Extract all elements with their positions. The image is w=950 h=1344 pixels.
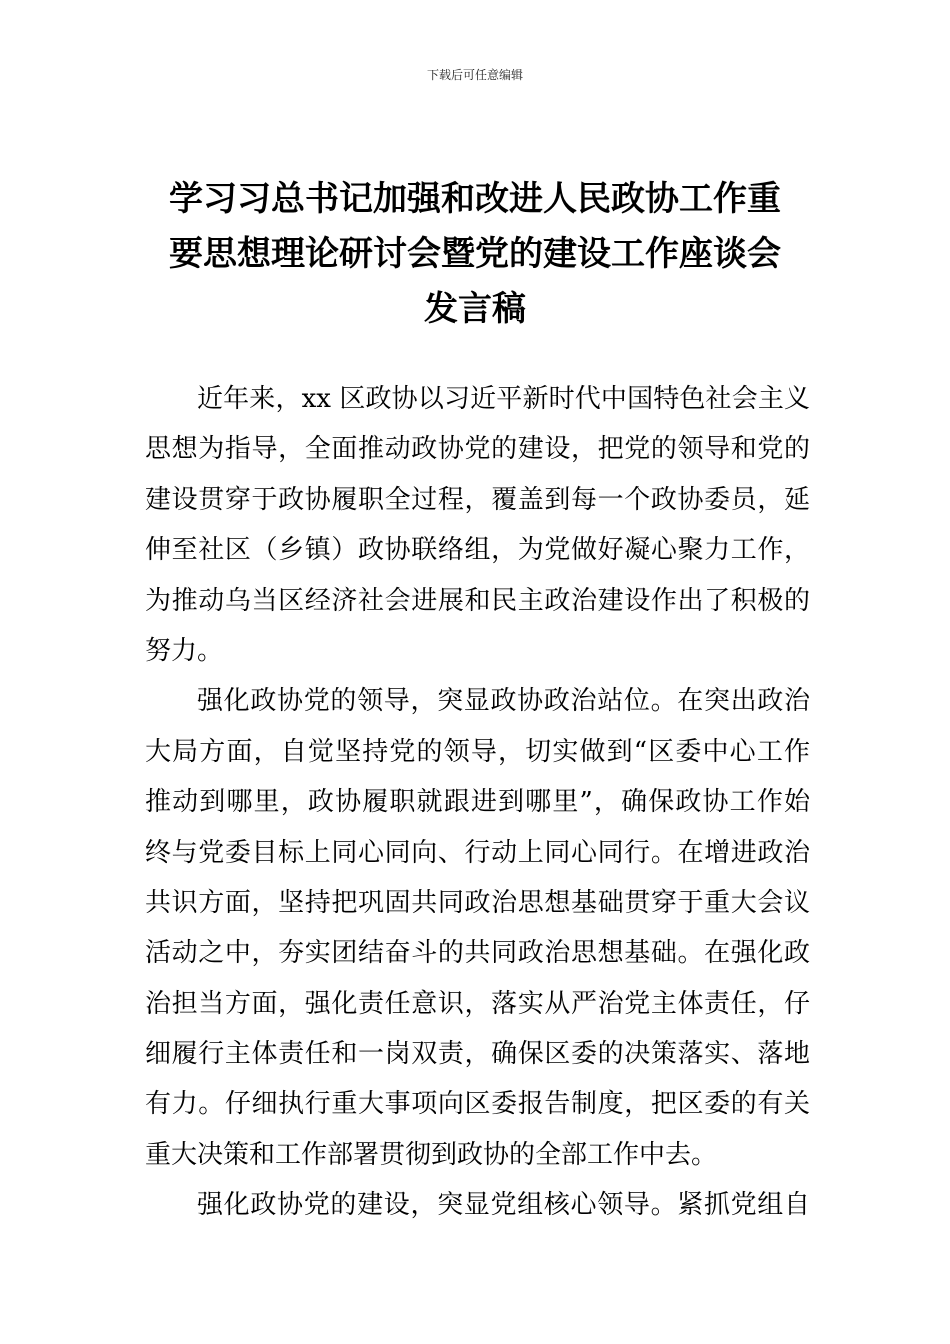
- title-line: 发言稿: [424, 289, 526, 329]
- body-line: 近年来，xx 区政协以习近平新时代中国特色社会主义: [197, 384, 810, 414]
- page-header: 下载后可任意编辑: [426, 68, 523, 82]
- body-line: 细履行主体责任和一岗双责，确保区委的决策落实、落地: [145, 1039, 810, 1070]
- body-line: 建设贯穿于政协履职全过程，覆盖到每一个政协委员，延: [145, 484, 810, 515]
- document-body: [145, 374, 810, 1231]
- body-line: 共识方面，坚持把巩固共同政治思想基础贯穿于重大会议: [145, 887, 810, 918]
- body-line: 治担当方面，强化责任意识，落实从严治党主体责任，仔: [145, 988, 810, 1019]
- body-line: 努力。: [145, 635, 224, 666]
- body-line: 有力。仔细执行重大事项向区委报告制度，把区委的有关: [145, 1089, 810, 1120]
- title-line: 学习习总书记加强和改进人民政协工作重: [169, 179, 781, 219]
- body-line: 活动之中，夯实团结奋斗的共同政治思想基础。在强化政: [145, 938, 810, 969]
- body-line: 伸至社区（乡镇）政协联络组，为党做好凝心聚力工作，: [145, 535, 810, 566]
- body-line: 思想为指导，全面推动政协党的建设，把党的领导和党的: [145, 434, 810, 465]
- body-line: 为推动乌当区经济社会进展和民主政治建设作出了积极的: [145, 585, 810, 616]
- document-title: [140, 172, 810, 337]
- body-line: 终与党委目标上同心同向、行动上同心同行。在增进政治: [145, 837, 810, 868]
- body-line: 重大决策和工作部署贯彻到政协的全部工作中去。: [145, 1139, 718, 1170]
- body-line: 强化政协党的领导，突显政协政治站位。在突出政治: [197, 686, 810, 717]
- title-line: 要思想理论研讨会暨党的建设工作座谈会: [169, 234, 781, 274]
- body-line: 强化政协党的建设，突显党组核心领导。紧抓党组自: [197, 1190, 810, 1221]
- body-line: 推动到哪里，政协履职就跟进到哪里”，确保政协工作始: [145, 787, 810, 818]
- body-line: 大局方面，自觉坚持党的领导，切实做到“区委中心工作: [145, 736, 810, 767]
